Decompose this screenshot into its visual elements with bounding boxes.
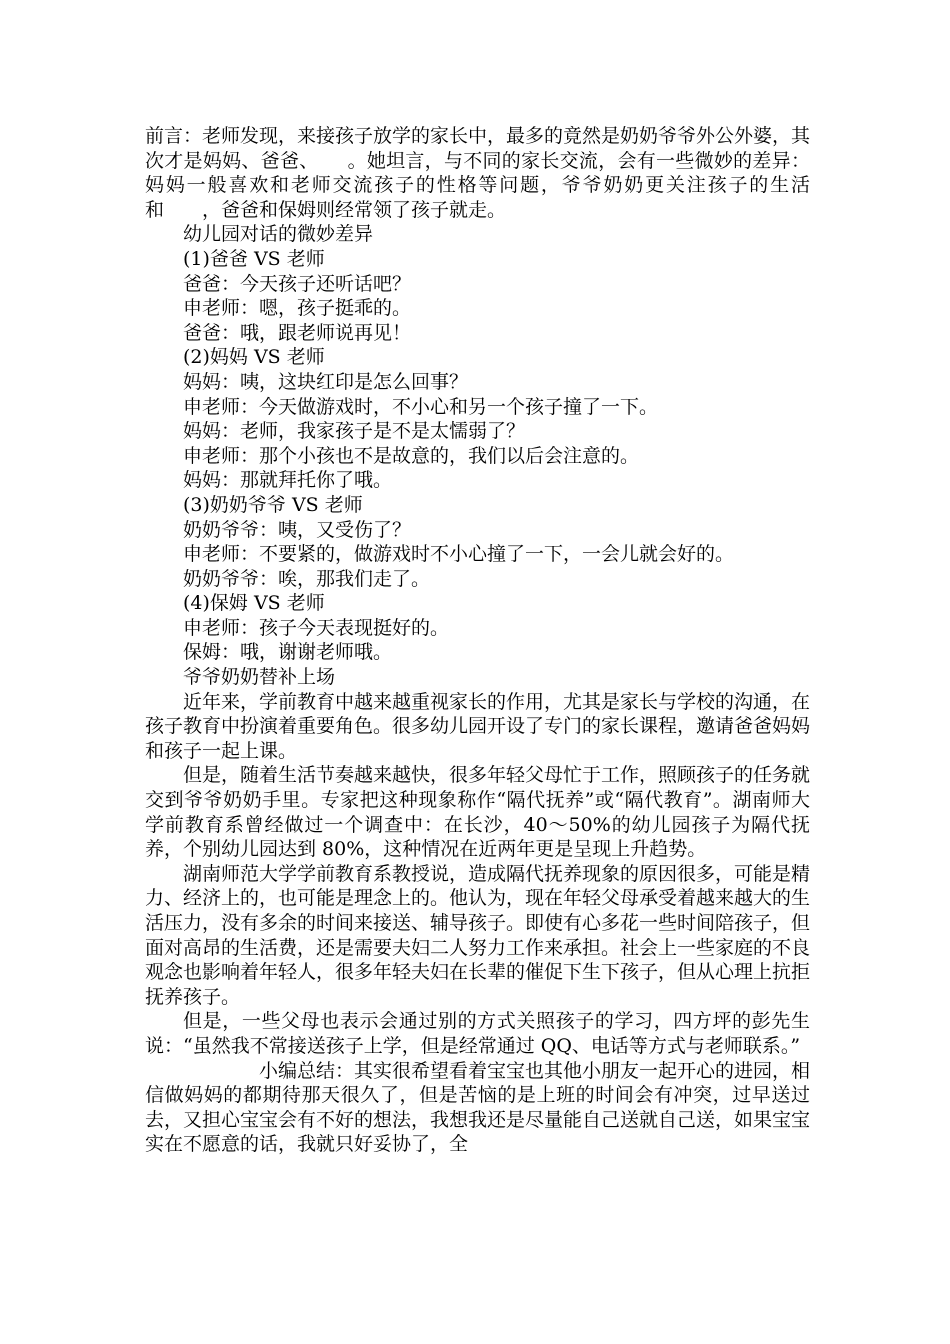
intro-paragraph: 前言：老师发现，来接孩子放学的家长中，最多的竟然是奶奶爷爷外公外婆，其次才是妈妈、爸爸、 。她坦言，与不同的家长交流，会有一些微妙的差异：妈妈一般喜欢和老师交流孩子的性格等问题，爷爷奶奶更关注孩子的生活和 ，爸爸和保姆则经常领了孩子就走。	[145, 125, 811, 221]
section-heading: 爷爷奶奶替补上场	[183, 666, 336, 689]
dialog-heading: (3)奶奶爷爷 VS 老师	[183, 493, 363, 516]
dialog-heading: (4)保姆 VS 老师	[183, 592, 325, 615]
dialog-line: 爸爸：今天孩子还听话吧？	[183, 272, 412, 295]
dialog-line: 申老师：那个小孩也不是故意的，我们以后会注意的。	[183, 444, 640, 467]
dialog-line: 妈妈：老师，我家孩子是不是太懦弱了？	[183, 420, 526, 443]
section-heading: 幼儿园对话的微妙差异	[183, 223, 374, 246]
dialog-line: 奶奶爷爷：唉，那我们走了。	[183, 567, 431, 590]
body-paragraph: 但是，一些父母也表示会通过别的方式关照孩子的学习，四方坪的彭先生说：“虽然我不常接送孩子上学，但是经常通过 QQ、电话等方式与老师联系。”	[145, 1010, 810, 1057]
body-paragraph: 近年来，学前教育中越来越重视家长的作用，尤其是家长与学校的沟通，在孩子教育中扮演着重要角色。很多幼儿园开设了专门的家长课程，邀请爸爸妈妈和孩子一起上课。	[145, 690, 811, 762]
body-paragraph: 湖南师范大学学前教育系教授说，造成隔代抚养现象的原因很多，可能是精力、经济上的，也可能是理念上的。他认为，现在年轻父母承受着越来越大的生活压力，没有多余的时间来接送、辅导孩子。即使有心多花一些时间陪孩子，但面对高昂的生活费，还是需要夫妇二人努力工作来承担。社会上一些家庭的不良观念也影响着年轻人，很多年轻夫妇在长辈的催促下生下孩子，但从心理上抗拒抚养孩子。	[145, 862, 811, 1008]
dialog-line: 申老师：孩子今天表现挺好的。	[183, 616, 450, 639]
summary-paragraph: 小编总结：其实很希望看着宝宝也其他小朋友一起开心的进园，相信做妈妈的都期待那天很久了，但是苦恼的是上班的时间会有冲突，过早送过去，又担心宝宝会有不好的想法，我想我还是尽量能自己送就自己送，如果宝宝实在不愿意的话，我就只好妥协了，全	[145, 1059, 811, 1156]
dialog-line: 申老师：今天做游戏时，不小心和另一个孩子撞了一下。	[183, 395, 659, 418]
dialog-line: 爸爸：哦，跟老师说再见！	[183, 321, 412, 344]
dialog-heading: (2)妈妈 VS 老师	[183, 346, 325, 369]
dialog-heading: (1)爸爸 VS 老师	[183, 247, 325, 270]
body-paragraph: 但是，随着生活节奏越来越快，很多年轻父母忙于工作，照顾孩子的任务就交到爷爷奶奶手里。专家把这种现象称作“隔代抚养”或“隔代教育”。湖南师大学前教育系曾经做过一个调查中：在长沙，40～50%的幼儿园孩子为隔代抚养，个别幼儿园达到 80%，这种情况在近两年更是呈现上升趋势。	[145, 764, 811, 861]
dialog-line: 保姆：哦，谢谢老师哦。	[183, 641, 393, 664]
dialog-line: 妈妈：咦，这块红印是怎么回事？	[183, 370, 469, 393]
dialog-line: 申老师：不要紧的，做游戏时不小心撞了一下，一会儿就会好的。	[183, 543, 735, 566]
dialog-line: 奶奶爷爷：咦，又受伤了？	[183, 518, 412, 541]
document-body	[145, 124, 810, 1157]
dialog-line: 申老师：嗯，孩子挺乖的。	[183, 297, 412, 320]
dialog-line: 妈妈：那就拜托你了哦。	[183, 469, 393, 492]
